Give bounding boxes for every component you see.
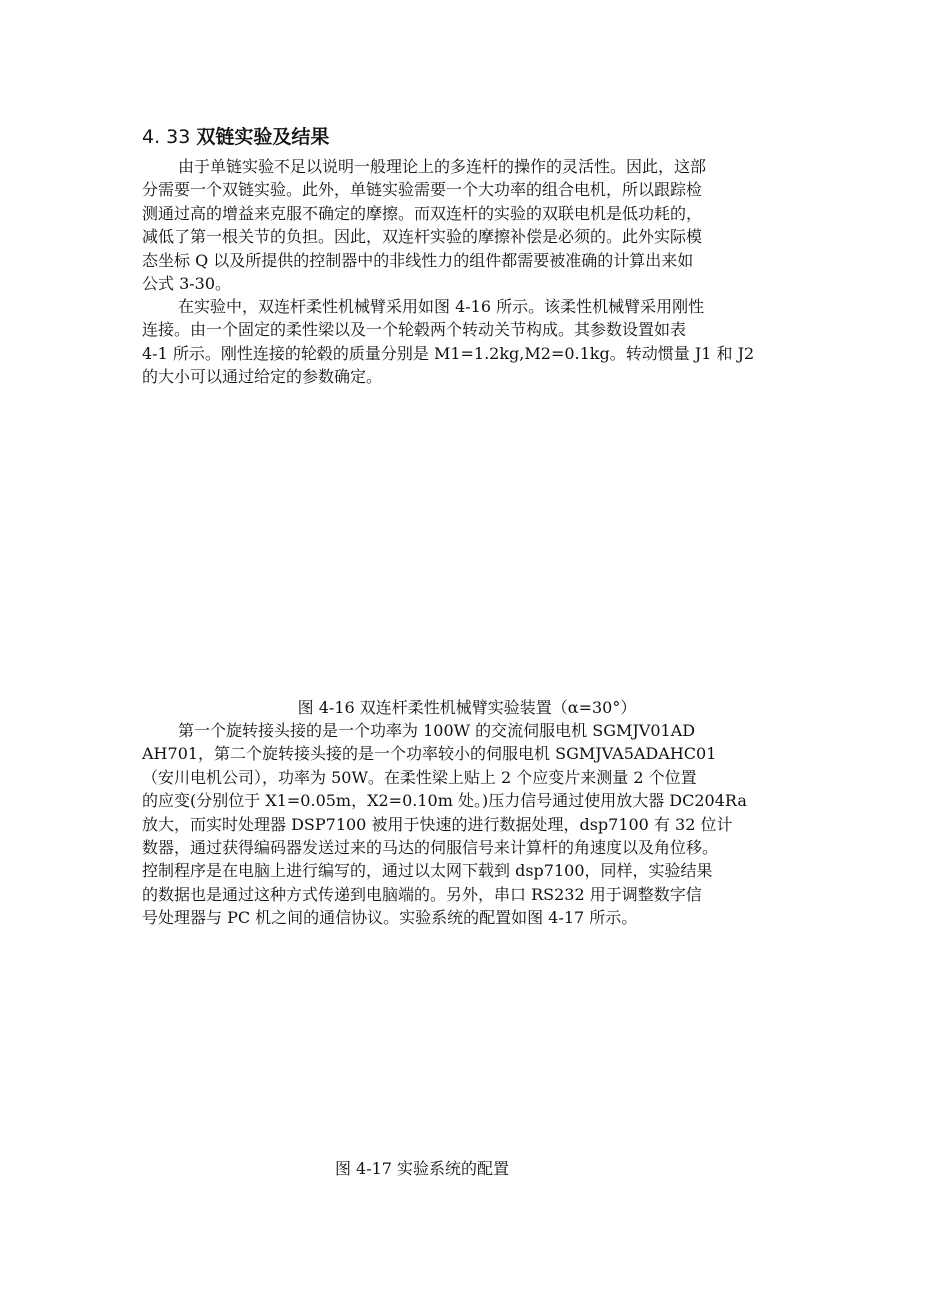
paragraph-line: 数器，通过获得编码器发送过来的马达的伺服信号来计算杆的角速度以及角位移。 [142,838,719,858]
paragraph-line: 4-1 所示。刚性连接的轮毂的质量分别是 M1=1.2kg,M2=0.1kg。转动惯量 J1 和 J2 [142,343,755,363]
paragraph-line: 控制程序是在电脑上进行编写的，通过以太网下载到 dsp7100，同样，实验结果 [142,861,713,881]
paragraph-1 [142,155,792,295]
paragraph-line: 分需要一个双链实验。此外，单链实验需要一个大功率的组合电机，所以跟踪检 [142,180,703,200]
section-title: 双链实验及结果 [196,126,330,148]
section-number: 4. 33 [142,126,191,148]
figure-caption: 图 4-16 双连杆柔性机械臂实验装置（α=30°） [297,698,637,717]
paragraph-line: AH701，第二个旋转接头接的是一个功率较小的伺服电机 SGMJVA5ADAHC01 [142,744,717,764]
paragraph-line: 测通过高的增益来克服不确定的摩擦。而双连杆的实验的双联电机是低功耗的， [142,203,703,223]
figure-placeholder [142,410,792,690]
paragraph-line: 由于单链实验不足以说明一般理论上的多连杆的操作的灵活性。因此，这部 [178,157,707,176]
paragraph-line: （安川电机公司），功率为 50W。在柔性梁上贴上 2 个应变片来测量 2 个位置 [142,767,697,787]
paragraph-line: 的应变(分别位于 X1=0.05m，X2=0.10m 处。)压力信号通过使用放大器 DC204Ra [142,791,747,811]
paragraph-line: 的大小可以通过给定的参数确定。 [142,367,383,387]
paragraph-line: 的数据也是通过这种方式传递到电脑端的。另外，串口 RS232 用于调整数字信 [142,884,702,904]
paragraph-line: 第一个旋转接头接的是一个功率为 100W 的交流伺服电机 SGMJV01AD [178,721,696,740]
paragraph-line: 减低了第一根关节的负担。因此，双连杆实验的摩擦补偿是必须的。此外实际模 [142,227,703,247]
section-heading [142,125,329,149]
paragraph-line: 放大，而实时处理器 DSP7100 被用于快速的进行数据处理，dsp7100 有 32 位计 [142,814,733,834]
paragraph-3 [142,719,792,930]
figure-caption: 图 4-17 实验系统的配置 [334,1159,510,1178]
paragraph-line: 在实验中，双连杆柔性机械臂采用如图 4-16 所示。该柔性机械臂采用刚性 [178,297,705,316]
paragraph-line: 连接。由一个固定的柔性梁以及一个轮毂两个转动关节构成。其参数设置如表 [142,320,687,340]
paragraph-line: 号处理器与 PC 机之间的通信协议。实验系统的配置如图 4-17 所示。 [142,908,638,928]
paragraph-line: 公式 3-30。 [142,274,232,294]
figure-placeholder [142,945,792,1150]
paragraph-line: 态坐标 Q 以及所提供的控制器中的非线性力的组件都需要被准确的计算出来如 [142,250,694,270]
paragraph-2 [142,295,792,389]
